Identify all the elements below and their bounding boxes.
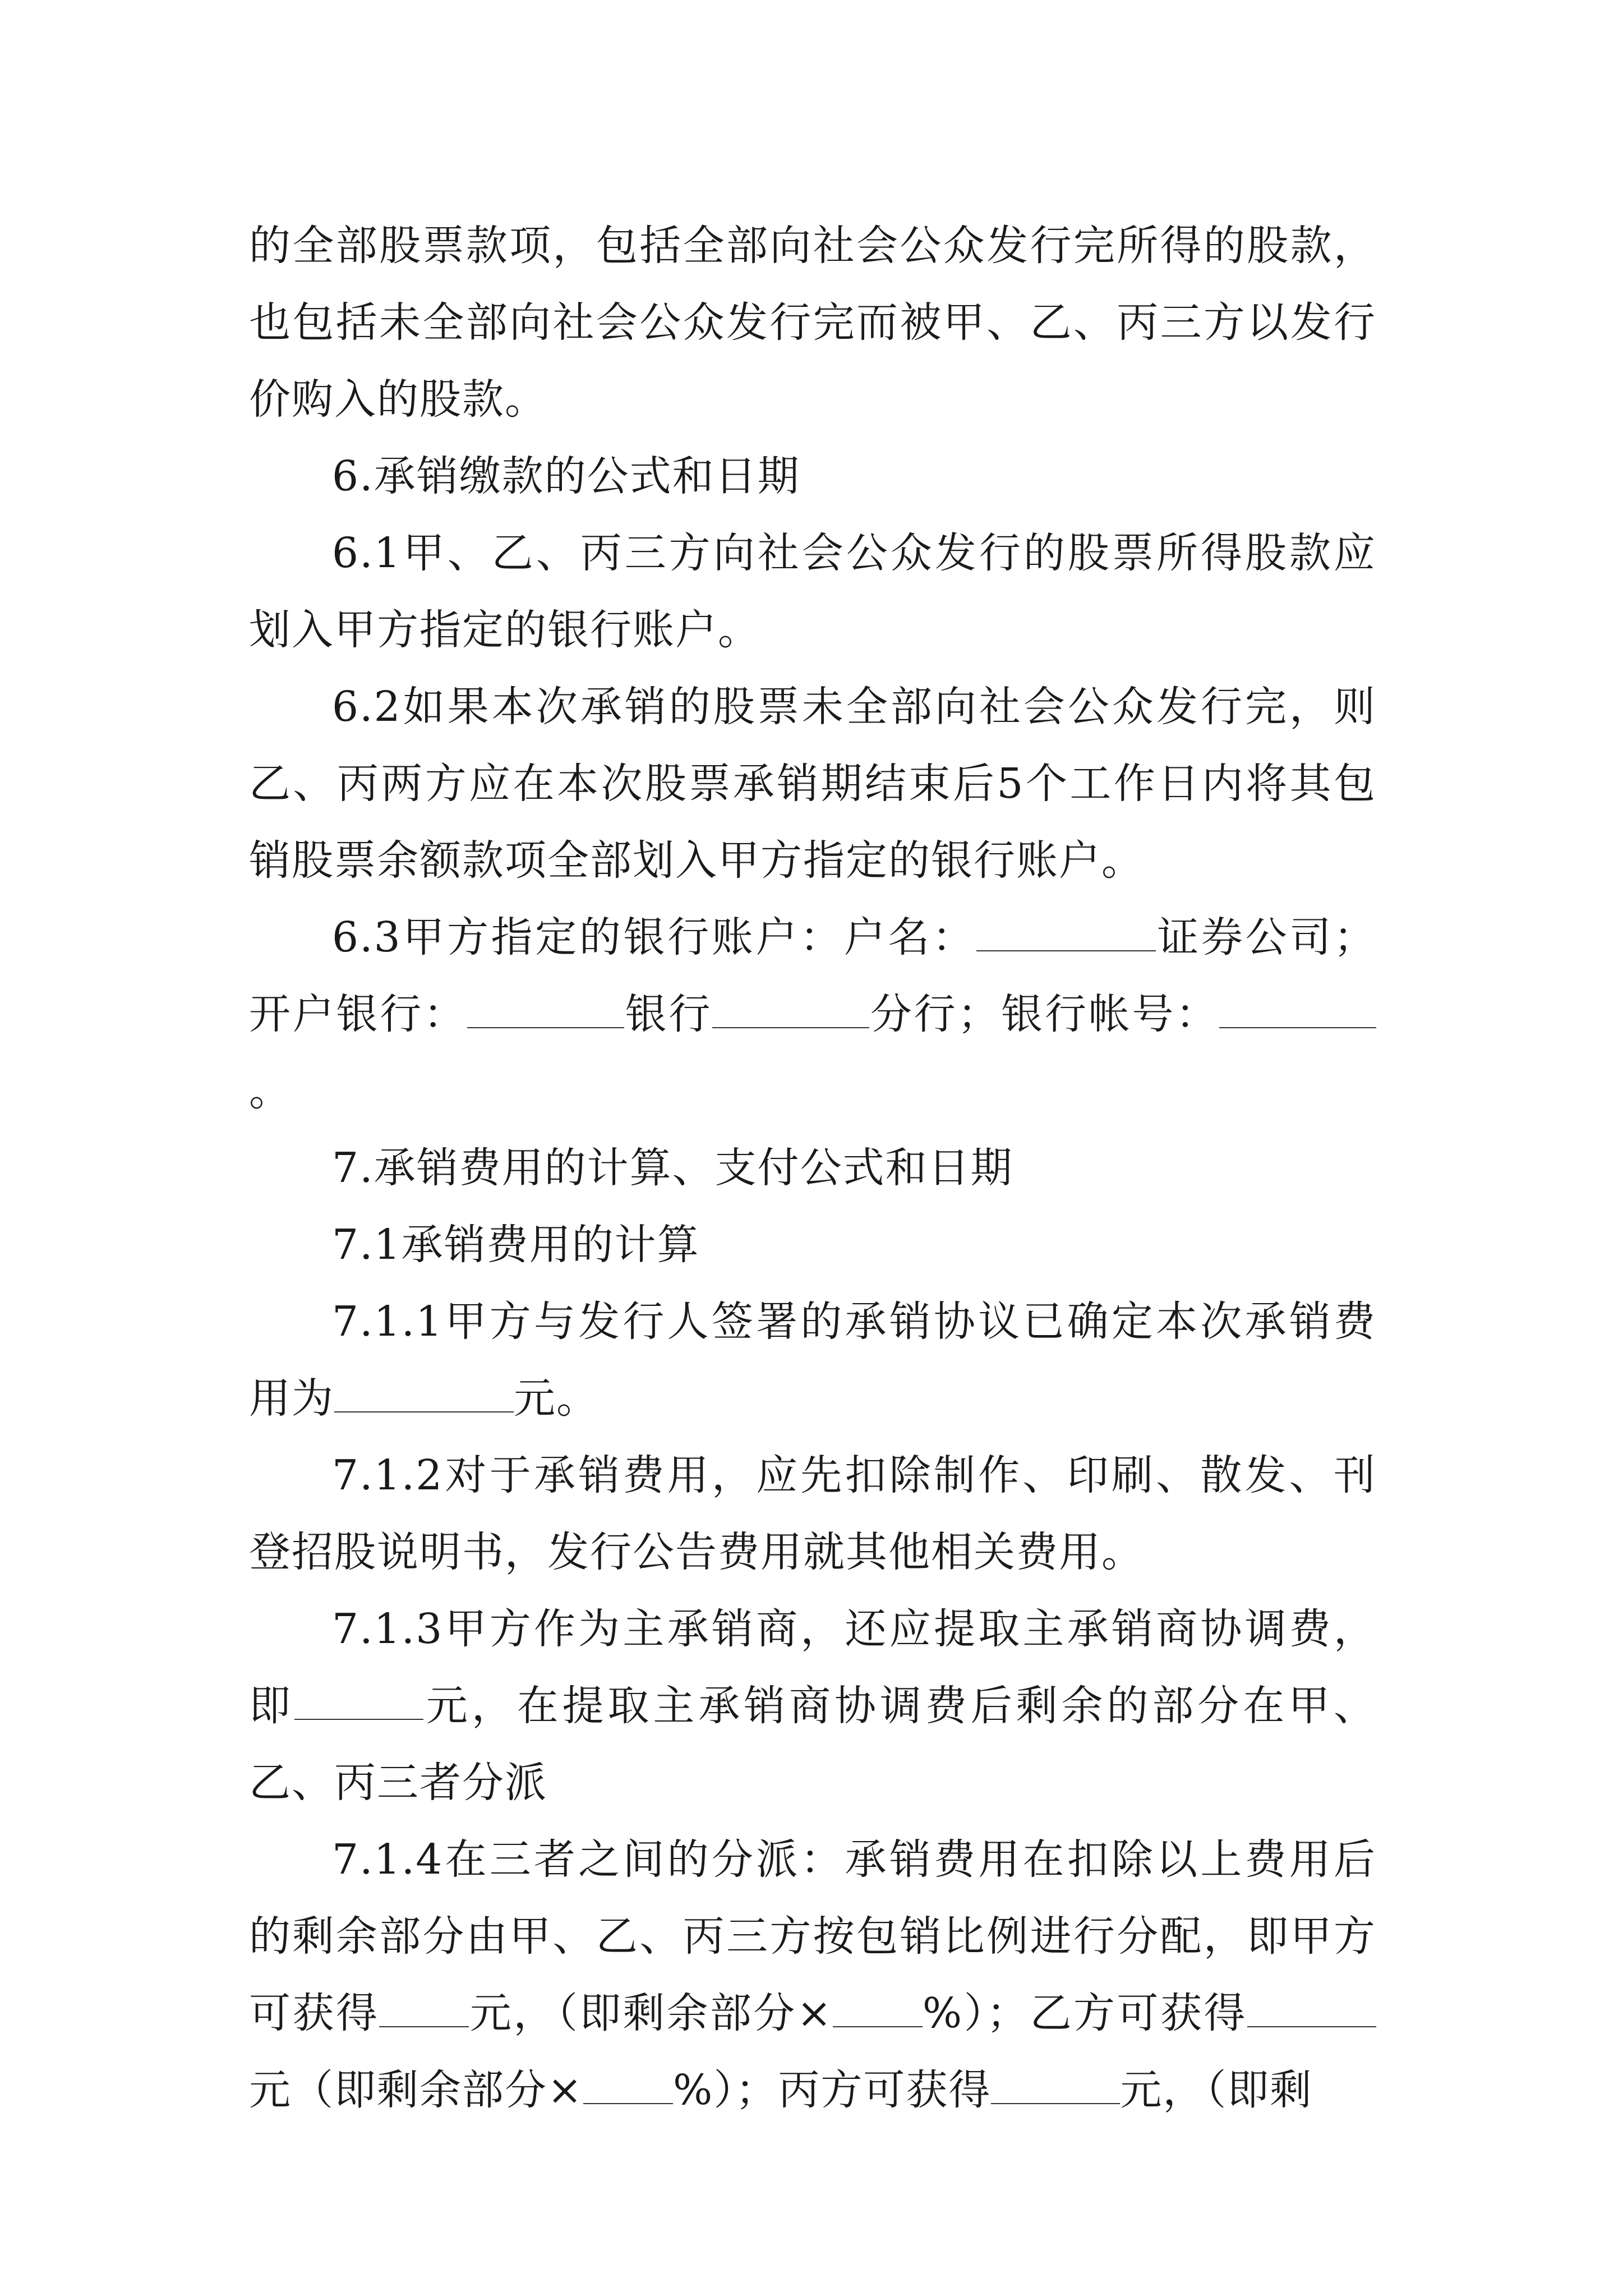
clause-7-1-4 — [249, 1821, 1376, 2129]
bank-name-blank — [467, 992, 624, 1028]
clause-7-1-4-text-c: %）；乙方可获得 — [922, 1989, 1247, 2037]
clause-7-1-2 — [249, 1437, 1376, 1591]
clause-6-3-text-e: 。 — [249, 1067, 292, 1115]
clause-7-1-4-text-a: 7.1.4在三者之间的分派：承销费用在扣除以上费用后的剩余部分由甲、乙、丙三方按包销比例进行分配，即甲方可获得 — [249, 1835, 1376, 2037]
clause-6-3 — [249, 899, 1376, 1130]
clause-7-1-4-text-d: 元（即剩余部分× — [249, 2066, 584, 2114]
clause-6-2 — [249, 669, 1376, 899]
paragraph-1-text: 的全部股票款项，包括全部向社会公众发行完所得的股款，也包括未全部向社会公众发行完而被甲、乙、丙三方以发行价购入的股款。 — [249, 222, 1376, 424]
clause-7-1-3-text-a: 7.1.3甲方作为主承销商，还应提取主承销商协调费，即 — [249, 1605, 1376, 1730]
section-7-heading-text: 7.承销费用的计算、支付公式和日期 — [332, 1144, 1013, 1192]
clause-7-1-1-text-b: 元。 — [514, 1374, 599, 1423]
branch-name-blank — [712, 992, 869, 1028]
clause-7-1-4-text-e: %）；丙方可获得 — [673, 2066, 992, 2114]
section-6-heading-text: 6.承销缴款的公式和日期 — [332, 452, 800, 500]
party-a-amount-blank — [379, 1991, 469, 2027]
underwriting-fee-blank — [334, 1376, 514, 1412]
party-c-amount-blank — [991, 2068, 1120, 2104]
clause-7-1-4-text-b: 元，（即剩余部分× — [469, 1989, 833, 2037]
section-7-heading — [249, 1130, 1376, 1207]
clause-6-3-text-b: 证券公司；开户银行： — [249, 913, 1377, 1038]
clause-7-1-4-text-f: 元，（即剩 — [1120, 2066, 1313, 2114]
document-page — [249, 208, 1376, 2129]
account-name-blank — [976, 915, 1156, 951]
coordination-fee-blank — [294, 1683, 423, 1720]
clause-7-1-3-text-b: 元，在提取主承销商协调费后剩余的部分在甲、乙、丙三者分派 — [249, 1682, 1377, 1807]
clause-7-1-2-text: 7.1.2对于承销费用，应先扣除制作、印刷、散发、刊登招股说明书，发行公告费用就其他相关费用。 — [249, 1451, 1376, 1576]
clause-7-1 — [249, 1207, 1376, 1283]
clause-7-1-3 — [249, 1591, 1376, 1821]
clause-6-3-text-c: 银行 — [624, 990, 713, 1038]
clause-6-3-text-a: 6.3甲方指定的银行账户：户名： — [332, 913, 976, 961]
account-number-blank — [1219, 992, 1376, 1028]
clause-6-3-text-d: 分行；银行帐号： — [869, 990, 1220, 1038]
clause-6-2-text: 6.2如果本次承销的股票未全部向社会公众发行完，则乙、丙两方应在本次股票承销期结束后5个工作日内将其包销股票余额款项全部划入甲方指定的银行账户。 — [249, 683, 1376, 885]
clause-7-1-text: 7.1承销费用的计算 — [332, 1221, 700, 1269]
paragraph-1 — [249, 208, 1376, 438]
clause-6-1-text: 6.1甲、乙、丙三方向社会公众发行的股票所得股款应划入甲方指定的银行账户。 — [249, 529, 1376, 654]
party-b-percent-blank — [583, 2068, 673, 2104]
clause-7-1-1 — [249, 1283, 1376, 1437]
party-a-percent-blank — [833, 1991, 923, 2027]
clause-7-1-1-text-a: 7.1.1甲方与发行人签署的承销协议已确定本次承销费用为 — [249, 1297, 1376, 1423]
party-b-amount-blank — [1247, 1991, 1376, 2027]
clause-6-1 — [249, 515, 1376, 669]
section-6-heading — [249, 438, 1376, 515]
